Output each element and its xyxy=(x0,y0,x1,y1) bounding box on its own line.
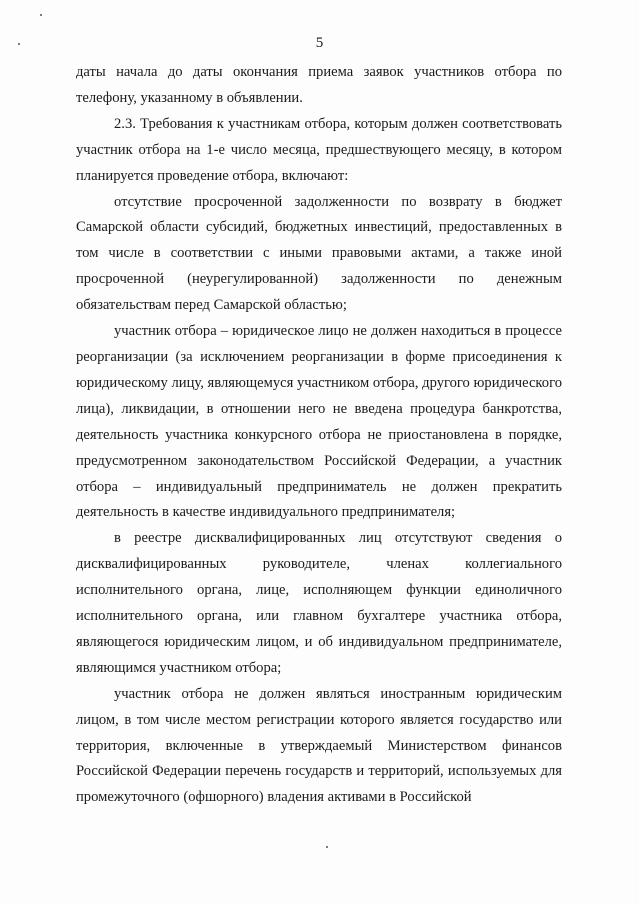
paragraph-disqualified-registry: в реестре дисквалифицированных лиц отсутствуют сведения о дисквалифицированных руководителе, членах коллегиального исполнительного органа, лице, исполняющем функции единоличного исполнительного органа, или главном бухгалтере участника отбора, являющегося юридическим лицом, и об индивидуальном предпринимателе, являющимся участником отбора; xyxy=(76,530,562,676)
scan-speck xyxy=(40,14,42,16)
scan-speck xyxy=(326,846,328,848)
paragraph-no-debt: отсутствие просроченной задолженности по возврату в бюджет Самарской области субсидий, бюджетных инвестиций, предоставленных в том числе в соответствии с иными правовыми актами, а также иной просроченной (неурегулированной) задолженности по денежным обязательствам перед Самарской областью; xyxy=(76,193,562,314)
page-number: 5 xyxy=(315,35,324,51)
paragraph-continuation: даты начала до даты окончания приема заявок участников отбора по телефону, указанному в объявлении. xyxy=(76,64,562,106)
paragraph-foreign-entity: участник отбора не должен являться иностранным юридическим лицом, в том числе местом регистрации которого является государство или территория, включенные в утверждаемый Министерством финансов Российской Федерации перечень государств и территорий, используемых для промежуточного (офшорного) владения активами в Российской xyxy=(76,685,562,806)
document-body xyxy=(76,60,562,811)
paragraph-section-2-3: 2.3. Требования к участникам отбора, которым должен соответствовать участник отбора на 1-е число месяца, предшествующего месяцу, в котором планируется проведение отбора, включают: xyxy=(76,115,562,184)
paragraph-no-reorganization: участник отбора – юридическое лицо не должен находиться в процессе реорганизации (за исключением реорганизации в форме присоединения к юридическому лицу, являющемуся участником отбора, другого юридического лица), ликвидации, в отношении него не введена процедура банкротства, деятельность участника конкурсного отбора не приостановлена в порядке, предусмотренном законодательством Российской Федерации, а участник отбора – индивидуальный предприниматель не должен прекратить деятельность в качестве индивидуального предпринимателя; xyxy=(76,323,562,521)
